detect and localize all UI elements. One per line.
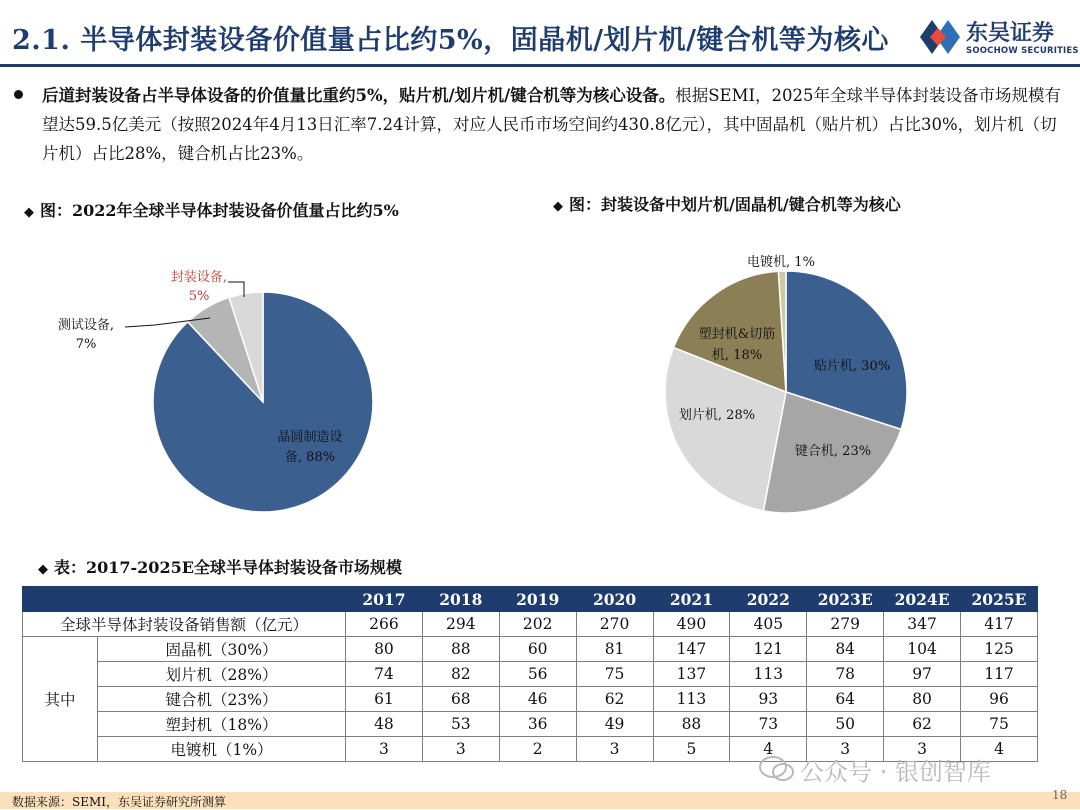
- table-row: [23, 687, 1038, 712]
- table-cell: 53: [422, 712, 499, 737]
- table-cell: 56: [499, 662, 576, 687]
- table-cell: 80: [884, 687, 961, 712]
- table-cell: 202: [499, 612, 576, 637]
- table-group-label: 其中: [23, 637, 98, 762]
- table-cell: 96: [961, 687, 1038, 712]
- table-header-blank: [23, 587, 346, 612]
- table-cell: 80: [346, 637, 423, 662]
- pie2-label-4: 电镀机, 1%: [747, 255, 815, 270]
- logo-chinese-text: 东吴证券: [966, 21, 1055, 46]
- table-cell: 266: [346, 612, 423, 637]
- table-cell: 73: [730, 712, 807, 737]
- table-year-2018: 2018: [422, 587, 499, 612]
- table-row-label: 塑封机（18%）: [98, 712, 346, 737]
- table-cell: 93: [730, 687, 807, 712]
- pie-chart-equipment-value-share: [0, 225, 540, 555]
- table-cell: 113: [730, 662, 807, 687]
- table-cell: 62: [884, 712, 961, 737]
- pie1-label-2: 封装设备,: [170, 270, 228, 285]
- figure2-title: ◆ 图：封装设备中划片机/固晶机/键合机等为核心: [553, 195, 901, 214]
- table-year-2022: 2022: [730, 587, 807, 612]
- table-cell: 279: [807, 612, 884, 637]
- table-cell: 3: [422, 737, 499, 762]
- pie2-label-0: 贴片机, 30%: [813, 359, 891, 374]
- table-cell: 2: [499, 737, 576, 762]
- pie2-label-3: 塑封机&切筋: [698, 327, 776, 342]
- pie1-label-2b: 5%: [188, 289, 210, 304]
- table-row-label: 全球半导体封装设备销售额（亿元）: [23, 612, 346, 637]
- table-row-label: 键合机（23%）: [98, 687, 346, 712]
- table-cell: 490: [653, 612, 730, 637]
- table-cell: 125: [961, 637, 1038, 662]
- page-number: 18: [1052, 788, 1068, 802]
- table-cell: 121: [730, 637, 807, 662]
- table-cell: 3: [884, 737, 961, 762]
- table-cell: 78: [807, 662, 884, 687]
- table-cell: 347: [884, 612, 961, 637]
- table-cell: 88: [422, 637, 499, 662]
- table-row: [23, 637, 1038, 662]
- table-cell: 147: [653, 637, 730, 662]
- market-size-table: [22, 586, 1038, 762]
- page-title: 2.1. 半导体封装设备价值量占比约5%，固晶机/划片机/键合机等为核心: [12, 25, 889, 56]
- table-cell: 3: [576, 737, 653, 762]
- table-year-2023E: 2023E: [807, 587, 884, 612]
- table-cell: 81: [576, 637, 653, 662]
- table-cell: 84: [807, 637, 884, 662]
- table-cell: 97: [884, 662, 961, 687]
- figure1-title: ◆ 图：2022年全球半导体封装设备价值量占比约5%: [24, 201, 399, 220]
- table-cell: 5: [653, 737, 730, 762]
- table-cell: 75: [961, 712, 1038, 737]
- logo-mark-icon: [918, 18, 962, 56]
- table-cell: 137: [653, 662, 730, 687]
- table-cell: 270: [576, 612, 653, 637]
- table-year-2021: 2021: [653, 587, 730, 612]
- table-cell: 61: [346, 687, 423, 712]
- table-year-2019: 2019: [499, 587, 576, 612]
- table-cell: 88: [653, 712, 730, 737]
- summary-body: 根据SEMI，2025年全球半导体封装设备市场规模有望达59.5亿美元（按照2024年4月13日汇率7.24计算，对应人民币市场空间约430.8亿元），其中固晶机（贴片机）占比30%，划片机（切片机）占比28%，键合机占比23%。: [42, 86, 1061, 163]
- table-year-2024E: 2024E: [884, 587, 961, 612]
- watermark: 公众号 · 银创智库: [800, 758, 991, 786]
- pie-chart-packaging-equipment-mix: [540, 225, 1080, 555]
- diamond-icon: ◆: [553, 199, 563, 214]
- table-cell: 3: [807, 737, 884, 762]
- pie2-label-3b: 机, 18%: [711, 348, 763, 363]
- wechat-icon: [758, 754, 796, 784]
- table-cell: 405: [730, 612, 807, 637]
- summary-lead: 后道封装设备占半导体设备的价值量比重约5%，贴片机/划片机/键合机等为核心设备。: [42, 86, 676, 105]
- table-year-2025E: 2025E: [961, 587, 1038, 612]
- table-cell: 48: [346, 712, 423, 737]
- table-header-row: [23, 587, 1038, 612]
- table-cell: 60: [499, 637, 576, 662]
- pie1-label-0: 晶圆制造设: [277, 430, 343, 445]
- table-year-2017: 2017: [346, 587, 423, 612]
- pie1-label-1: 测试设备,: [57, 318, 115, 333]
- pie1-label-1b: 7%: [75, 337, 97, 352]
- table-row-label: 固晶机（30%）: [98, 637, 346, 662]
- pie2-label-2: 划片机, 28%: [678, 408, 756, 423]
- data-source: 数据来源：SEMI，东吴证券研究所测算: [12, 795, 227, 809]
- table-row-label: 电镀机（1%）: [98, 737, 346, 762]
- pie2-label-1: 键合机, 23%: [794, 444, 872, 459]
- table-row: [23, 712, 1038, 737]
- table-cell: 82: [422, 662, 499, 687]
- table-cell: 36: [499, 712, 576, 737]
- table-cell: 3: [346, 737, 423, 762]
- logo-english-text: SOOCHOW SECURITIES: [966, 46, 1079, 56]
- diamond-icon: ◆: [38, 562, 48, 577]
- table-row: [23, 662, 1038, 687]
- table-cell: 417: [961, 612, 1038, 637]
- table-cell: 117: [961, 662, 1038, 687]
- brand-logo: [914, 14, 1079, 60]
- table-cell: 49: [576, 712, 653, 737]
- table-cell: 4: [961, 737, 1038, 762]
- table-cell: 46: [499, 687, 576, 712]
- table-cell: 104: [884, 637, 961, 662]
- table-cell: 294: [422, 612, 499, 637]
- table-cell: 68: [422, 687, 499, 712]
- table-cell: 50: [807, 712, 884, 737]
- table-cell: 113: [653, 687, 730, 712]
- table-cell: 62: [576, 687, 653, 712]
- pie1-label-0b: 备, 88%: [284, 450, 336, 465]
- table-year-2020: 2020: [576, 587, 653, 612]
- table-cell: 74: [346, 662, 423, 687]
- table-cell: 64: [807, 687, 884, 712]
- summary-paragraph: [42, 81, 1066, 168]
- table-cell: 4: [730, 737, 807, 762]
- bullet-icon: [14, 90, 23, 99]
- table-cell: 75: [576, 662, 653, 687]
- title-divider: [0, 64, 1080, 67]
- table-row-label: 划片机（28%）: [98, 662, 346, 687]
- table-row-total: [23, 612, 1038, 637]
- diamond-icon: ◆: [24, 205, 34, 220]
- table-title: ◆ 表：2017-2025E全球半导体封装设备市场规模: [38, 558, 402, 577]
